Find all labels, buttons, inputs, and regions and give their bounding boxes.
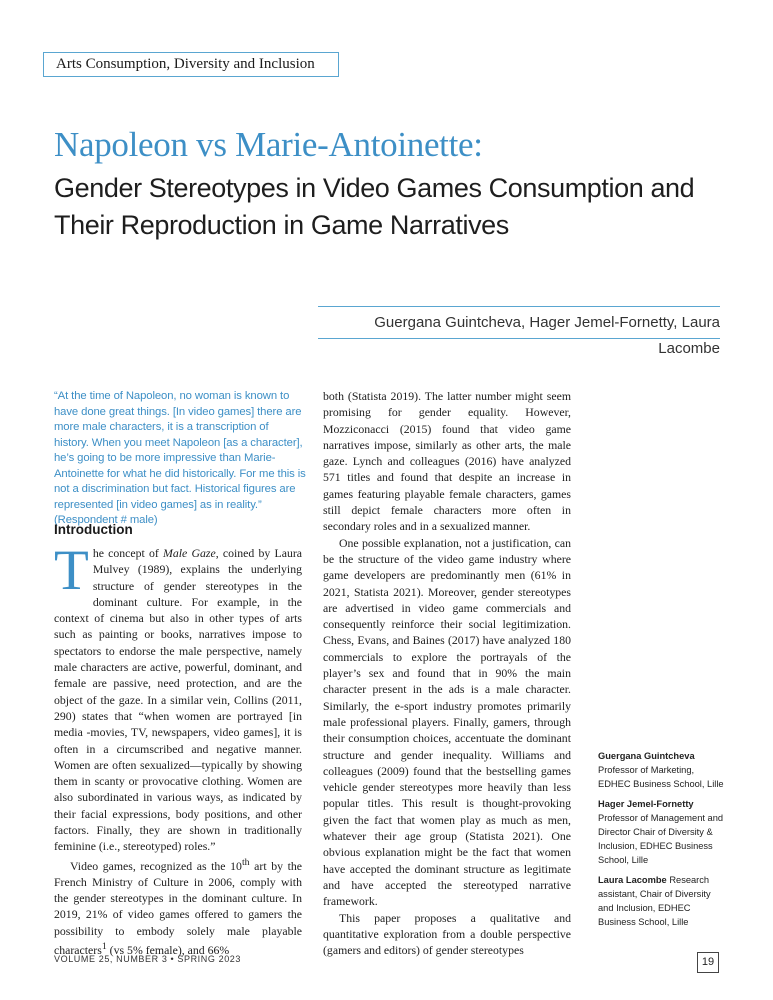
bio-role: Research assistant, Chair of Diversity and Inclusion, EDHEC Business School, Lille — [598, 875, 711, 927]
drop-cap: T — [54, 539, 89, 602]
text-run: (vs 5% female), and 66% — [106, 942, 230, 957]
author-list: Guergana Guintcheva, Hager Jemel-Fornetty, Laura Lacombe — [374, 314, 720, 357]
pull-quote: “At the time of Napoleon, no woman is known to have done great things. [In video games] there are more male characters, it is a transcription of history. When you meet Napoleon [as a character], he’s going to be more impressive than Marie-Antoinette for what he did historically. For me this is not a discrimination but fact. Historical figures are represented [in video games] as in reality.” (Respondent # male) — [54, 390, 306, 526]
text-column-left — [54, 539, 303, 958]
superscript: th — [241, 856, 250, 868]
bio-role: Professor of Management and Director Chair of Diversity & Inclusion, EDHEC Business School, Lille — [598, 813, 724, 865]
text-run: , coined by Laura Mulvey (1989), explains the underlying structure of gender stereotypes in the dominant culture. For example, in the context of cinema but also in other types of arts such as painting or books, narratives impose to spectators to endorse the male perspective, namely male characters are active, powerful, dominant, and female are passive, need protection, and are the object of the gaze. In a similar vein, Collins (2011, 290) states that “when women are portrayed [in media -movies, TV, newspapers, video games], it is often in a circumscribed and negative manner. Women are often sexualized—typically by showing them in scanty or provocative clothing. Women are also subordinated in various ways, as indicated by their facial expressions, body positions, and other factors. Finally, they are shown in traditionally feminine (i.e., stereotyped) roles.” — [54, 546, 303, 854]
text-run: Video games, recognized as the 10 — [70, 858, 242, 873]
paragraph — [54, 855, 302, 959]
bio-name: Hager Jemel-Fornetty — [598, 799, 694, 809]
author-bios — [598, 749, 726, 935]
paragraph — [54, 539, 303, 855]
footnote-marker: 1 — [101, 941, 107, 953]
italic-term: Male Gaze — [163, 546, 216, 560]
paragraph: both (Statista 2019). The latter number might seem promising for gender equality. However, Mozziconacci (2015) found that video game narratives impose, similarly as other arts, the male gaze. Lynch and colleagues (2016) have analyzed 571 titles and found that despite an increase in games featuring playable female characters, games still depict female characters more often in secondary roles and in a sexualized manner. — [323, 389, 571, 534]
text-run: art by the French Ministry of Culture in 2006, comply with the gender stereotypes in the dominant culture. In 2019, 21% of video games offered to gamers the possibility to embody solely male playable characters — [54, 858, 303, 957]
paragraph: This paper proposes a qualitative and quantitative exploration from a double perspective (gamers and editors) of gender stereotypes — [323, 910, 571, 958]
section-label: Arts Consumption, Diversity and Inclusion — [43, 52, 339, 77]
text-run: he concept of — [92, 546, 164, 560]
bio-role: Professor of Marketing, EDHEC Business School, Lille — [598, 765, 724, 789]
footer-issue: VOLUME 25, NUMBER 3 • SPRING 2023 — [54, 954, 242, 964]
author-bio — [598, 749, 726, 791]
page-number: 19 — [697, 952, 719, 973]
authors-rule-top — [318, 306, 720, 307]
bio-name: Guergana Guintcheva — [598, 751, 695, 761]
authors-rule-bottom — [318, 338, 720, 339]
paragraph: One possible explanation, not a justification, can be the structure of the video game industry where game developers are predominantly men (61% in 2021, Statista 2021). Moreover, gender stereotypes are advertised in video game commercials and consequently reinforce their social legitimization. Chess, Evans, and Baines (2017) have analyzed 180 commercials to explore the portrayals of the player’s sex and found that in 90% the main character present in the ads is a male character. Similarly, the e-sport industry promotes primarily male professional players. Finally, gamers, through their consumption choices, accentuate the dominant structure and gender inequality. Williams and colleagues (2009) found that the bestselling games vehicle gender stereotypes more heavily than less popular titles. This result is thought-provoking given the fact that women play as much as men, whatever their age group (Statista 2021). One obvious explanation might be the fact that women have accepted the dominant structure as legitimate and have accepted the stereotyped narrative framework. — [323, 535, 571, 909]
article-title: Napoleon vs Marie-Antoinette: — [54, 125, 483, 164]
author-bio — [598, 873, 726, 929]
author-bio — [598, 797, 726, 867]
section-heading-introduction: Introduction — [54, 522, 133, 537]
text-column-right — [323, 388, 571, 958]
article-subtitle: Gender Stereotypes in Video Games Consumption and Their Reproduction in Game Narratives — [54, 173, 695, 240]
bio-name: Laura Lacombe — [598, 875, 667, 885]
